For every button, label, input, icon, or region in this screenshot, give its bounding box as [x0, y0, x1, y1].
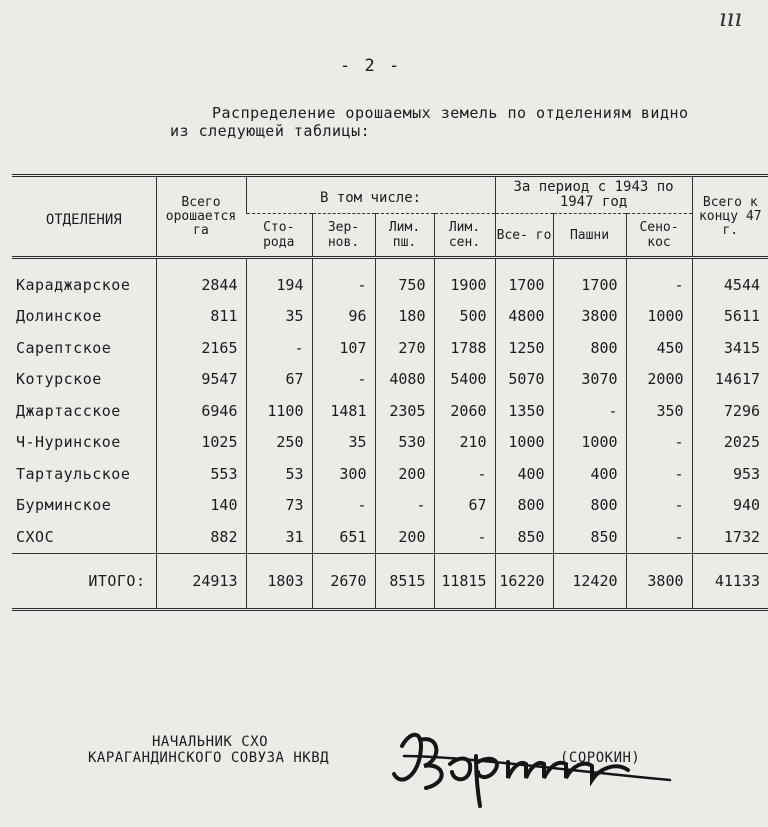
value-cell: 1700: [495, 258, 553, 301]
value-cell: 450: [626, 332, 692, 364]
total-value-cell: 16220: [495, 553, 553, 609]
value-cell: 1700: [553, 258, 626, 301]
value-cell: 530: [375, 427, 434, 459]
value-cell: 300: [312, 458, 375, 490]
signer-name: (СОРОКИН): [560, 750, 641, 766]
page-number: - 2 -: [340, 56, 402, 76]
value-cell: 6946: [156, 395, 246, 427]
department-name-cell: Долинское: [16, 307, 102, 326]
value-cell: -: [626, 521, 692, 553]
total-value-cell: 41133: [692, 553, 768, 609]
value-cell: -: [626, 490, 692, 522]
total-value-cell: 11815: [434, 553, 495, 609]
value-cell: 4080: [375, 364, 434, 396]
intro-paragraph: [170, 104, 750, 140]
header-total-irrigated-text: Всего орошается га: [165, 194, 237, 238]
table-row: [12, 427, 768, 459]
header-period: [495, 176, 692, 214]
value-cell: 400: [553, 458, 626, 490]
department-name-cell: Бурминское: [16, 496, 112, 515]
value-cell: 2165: [156, 332, 246, 364]
table-row: [12, 458, 768, 490]
table-row: [12, 258, 768, 301]
table-row: [12, 301, 768, 333]
value-cell: 270: [375, 332, 434, 364]
value-cell: -: [626, 458, 692, 490]
value-cell: -: [312, 258, 375, 301]
value-cell: 1788: [434, 332, 495, 364]
header-sub-pashni: Пашни: [553, 214, 626, 258]
value-cell: -: [626, 427, 692, 459]
department-name-cell: Ч-Нуринское: [16, 433, 121, 452]
total-value-cell: 8515: [375, 553, 434, 609]
value-cell: -: [626, 258, 692, 301]
value-cell: 750: [375, 258, 434, 301]
value-cell: 1000: [626, 301, 692, 333]
header-sub-senokos: Сено- кос: [626, 214, 692, 258]
total-value-cell: 2670: [312, 553, 375, 609]
value-cell: 1000: [553, 427, 626, 459]
value-cell: 35: [246, 301, 312, 333]
signer-position-line-2: КАРАГАНДИНСКОГО СОВУЗА НКВД: [88, 750, 330, 766]
total-value-cell: 1803: [246, 553, 312, 609]
total-value-cell: 3800: [626, 553, 692, 609]
department-name-cell: Джартасское: [16, 401, 121, 420]
value-cell: -: [312, 364, 375, 396]
header-sub-stoproda: Сто- рода: [246, 214, 312, 258]
value-cell: 800: [553, 490, 626, 522]
intro-line-2: из следующей таблицы:: [170, 122, 371, 140]
value-cell: -: [553, 395, 626, 427]
header-sub-lim-pash: Лим. пш.: [375, 214, 434, 258]
value-cell: 5611: [692, 301, 768, 333]
value-cell: 3800: [553, 301, 626, 333]
value-cell: 14617: [692, 364, 768, 396]
department-name-cell: Сарептское: [16, 338, 112, 357]
irrigation-table: [12, 174, 768, 611]
value-cell: 4544: [692, 258, 768, 301]
value-cell: 1732: [692, 521, 768, 553]
value-cell: 940: [692, 490, 768, 522]
value-cell: 3415: [692, 332, 768, 364]
value-cell: 31: [246, 521, 312, 553]
table-row: [12, 332, 768, 364]
value-cell: 140: [156, 490, 246, 522]
department-name-cell: СХОС: [16, 527, 55, 546]
value-cell: 53: [246, 458, 312, 490]
value-cell: 9547: [156, 364, 246, 396]
header-total-end-47-text: Всего к концу 47 г.: [698, 194, 762, 238]
value-cell: 500: [434, 301, 495, 333]
value-cell: 2060: [434, 395, 495, 427]
table-row: [12, 364, 768, 396]
value-cell: 2305: [375, 395, 434, 427]
value-cell: -: [312, 490, 375, 522]
value-cell: 96: [312, 301, 375, 333]
value-cell: 1900: [434, 258, 495, 301]
value-cell: 35: [312, 427, 375, 459]
header-sub-zernov: Зер- нов.: [312, 214, 375, 258]
value-cell: 67: [246, 364, 312, 396]
value-cell: -: [246, 332, 312, 364]
value-cell: 850: [553, 521, 626, 553]
value-cell: 651: [312, 521, 375, 553]
signer-position-line-1: НАЧАЛЬНИК СХО: [152, 734, 269, 750]
header-total-irrigated: [156, 176, 246, 258]
header-total-end-47: [692, 176, 768, 258]
department-name-cell: Котурское: [16, 370, 102, 389]
value-cell: 350: [626, 395, 692, 427]
value-cell: 107: [312, 332, 375, 364]
value-cell: 811: [156, 301, 246, 333]
value-cell: 2000: [626, 364, 692, 396]
value-cell: 800: [553, 332, 626, 364]
header-sub-vsego: Все- го: [495, 214, 553, 258]
value-cell: 3070: [553, 364, 626, 396]
total-value-cell: 24913: [156, 553, 246, 609]
value-cell: 67: [434, 490, 495, 522]
value-cell: 2025: [692, 427, 768, 459]
archive-page-mark: ııı: [718, 4, 742, 32]
department-name-cell: Караджарское: [16, 275, 131, 294]
totals-row: [12, 553, 768, 609]
value-cell: 200: [375, 521, 434, 553]
value-cell: 1481: [312, 395, 375, 427]
value-cell: 73: [246, 490, 312, 522]
value-cell: 210: [434, 427, 495, 459]
total-value-cell: 12420: [553, 553, 626, 609]
value-cell: 200: [375, 458, 434, 490]
value-cell: 1350: [495, 395, 553, 427]
value-cell: -: [375, 490, 434, 522]
header-period-text: За период с 1943 по 1947 год: [513, 179, 674, 210]
totals-label: ИТОГО:: [12, 553, 156, 609]
value-cell: 800: [495, 490, 553, 522]
value-cell: 953: [692, 458, 768, 490]
value-cell: 1100: [246, 395, 312, 427]
value-cell: 850: [495, 521, 553, 553]
intro-line-1: Распределение орошаемых земель по отделениям видно: [212, 104, 689, 122]
value-cell: 400: [495, 458, 553, 490]
header-departments: ОТДЕЛЕНИЯ: [12, 176, 156, 258]
signature-block: [88, 734, 329, 766]
value-cell: 4800: [495, 301, 553, 333]
value-cell: 1025: [156, 427, 246, 459]
header-including: В том числе:: [246, 176, 495, 214]
value-cell: 194: [246, 258, 312, 301]
department-name-cell: Тартаульское: [16, 464, 131, 483]
value-cell: 882: [156, 521, 246, 553]
table-row: [12, 395, 768, 427]
value-cell: 250: [246, 427, 312, 459]
value-cell: -: [434, 521, 495, 553]
value-cell: 1000: [495, 427, 553, 459]
value-cell: 1250: [495, 332, 553, 364]
table-row: [12, 490, 768, 522]
value-cell: 5400: [434, 364, 495, 396]
value-cell: -: [434, 458, 495, 490]
value-cell: 553: [156, 458, 246, 490]
value-cell: 5070: [495, 364, 553, 396]
value-cell: 180: [375, 301, 434, 333]
table-row: [12, 521, 768, 553]
value-cell: 2844: [156, 258, 246, 301]
header-sub-lim-sen: Лим. сен.: [434, 214, 495, 258]
value-cell: 7296: [692, 395, 768, 427]
